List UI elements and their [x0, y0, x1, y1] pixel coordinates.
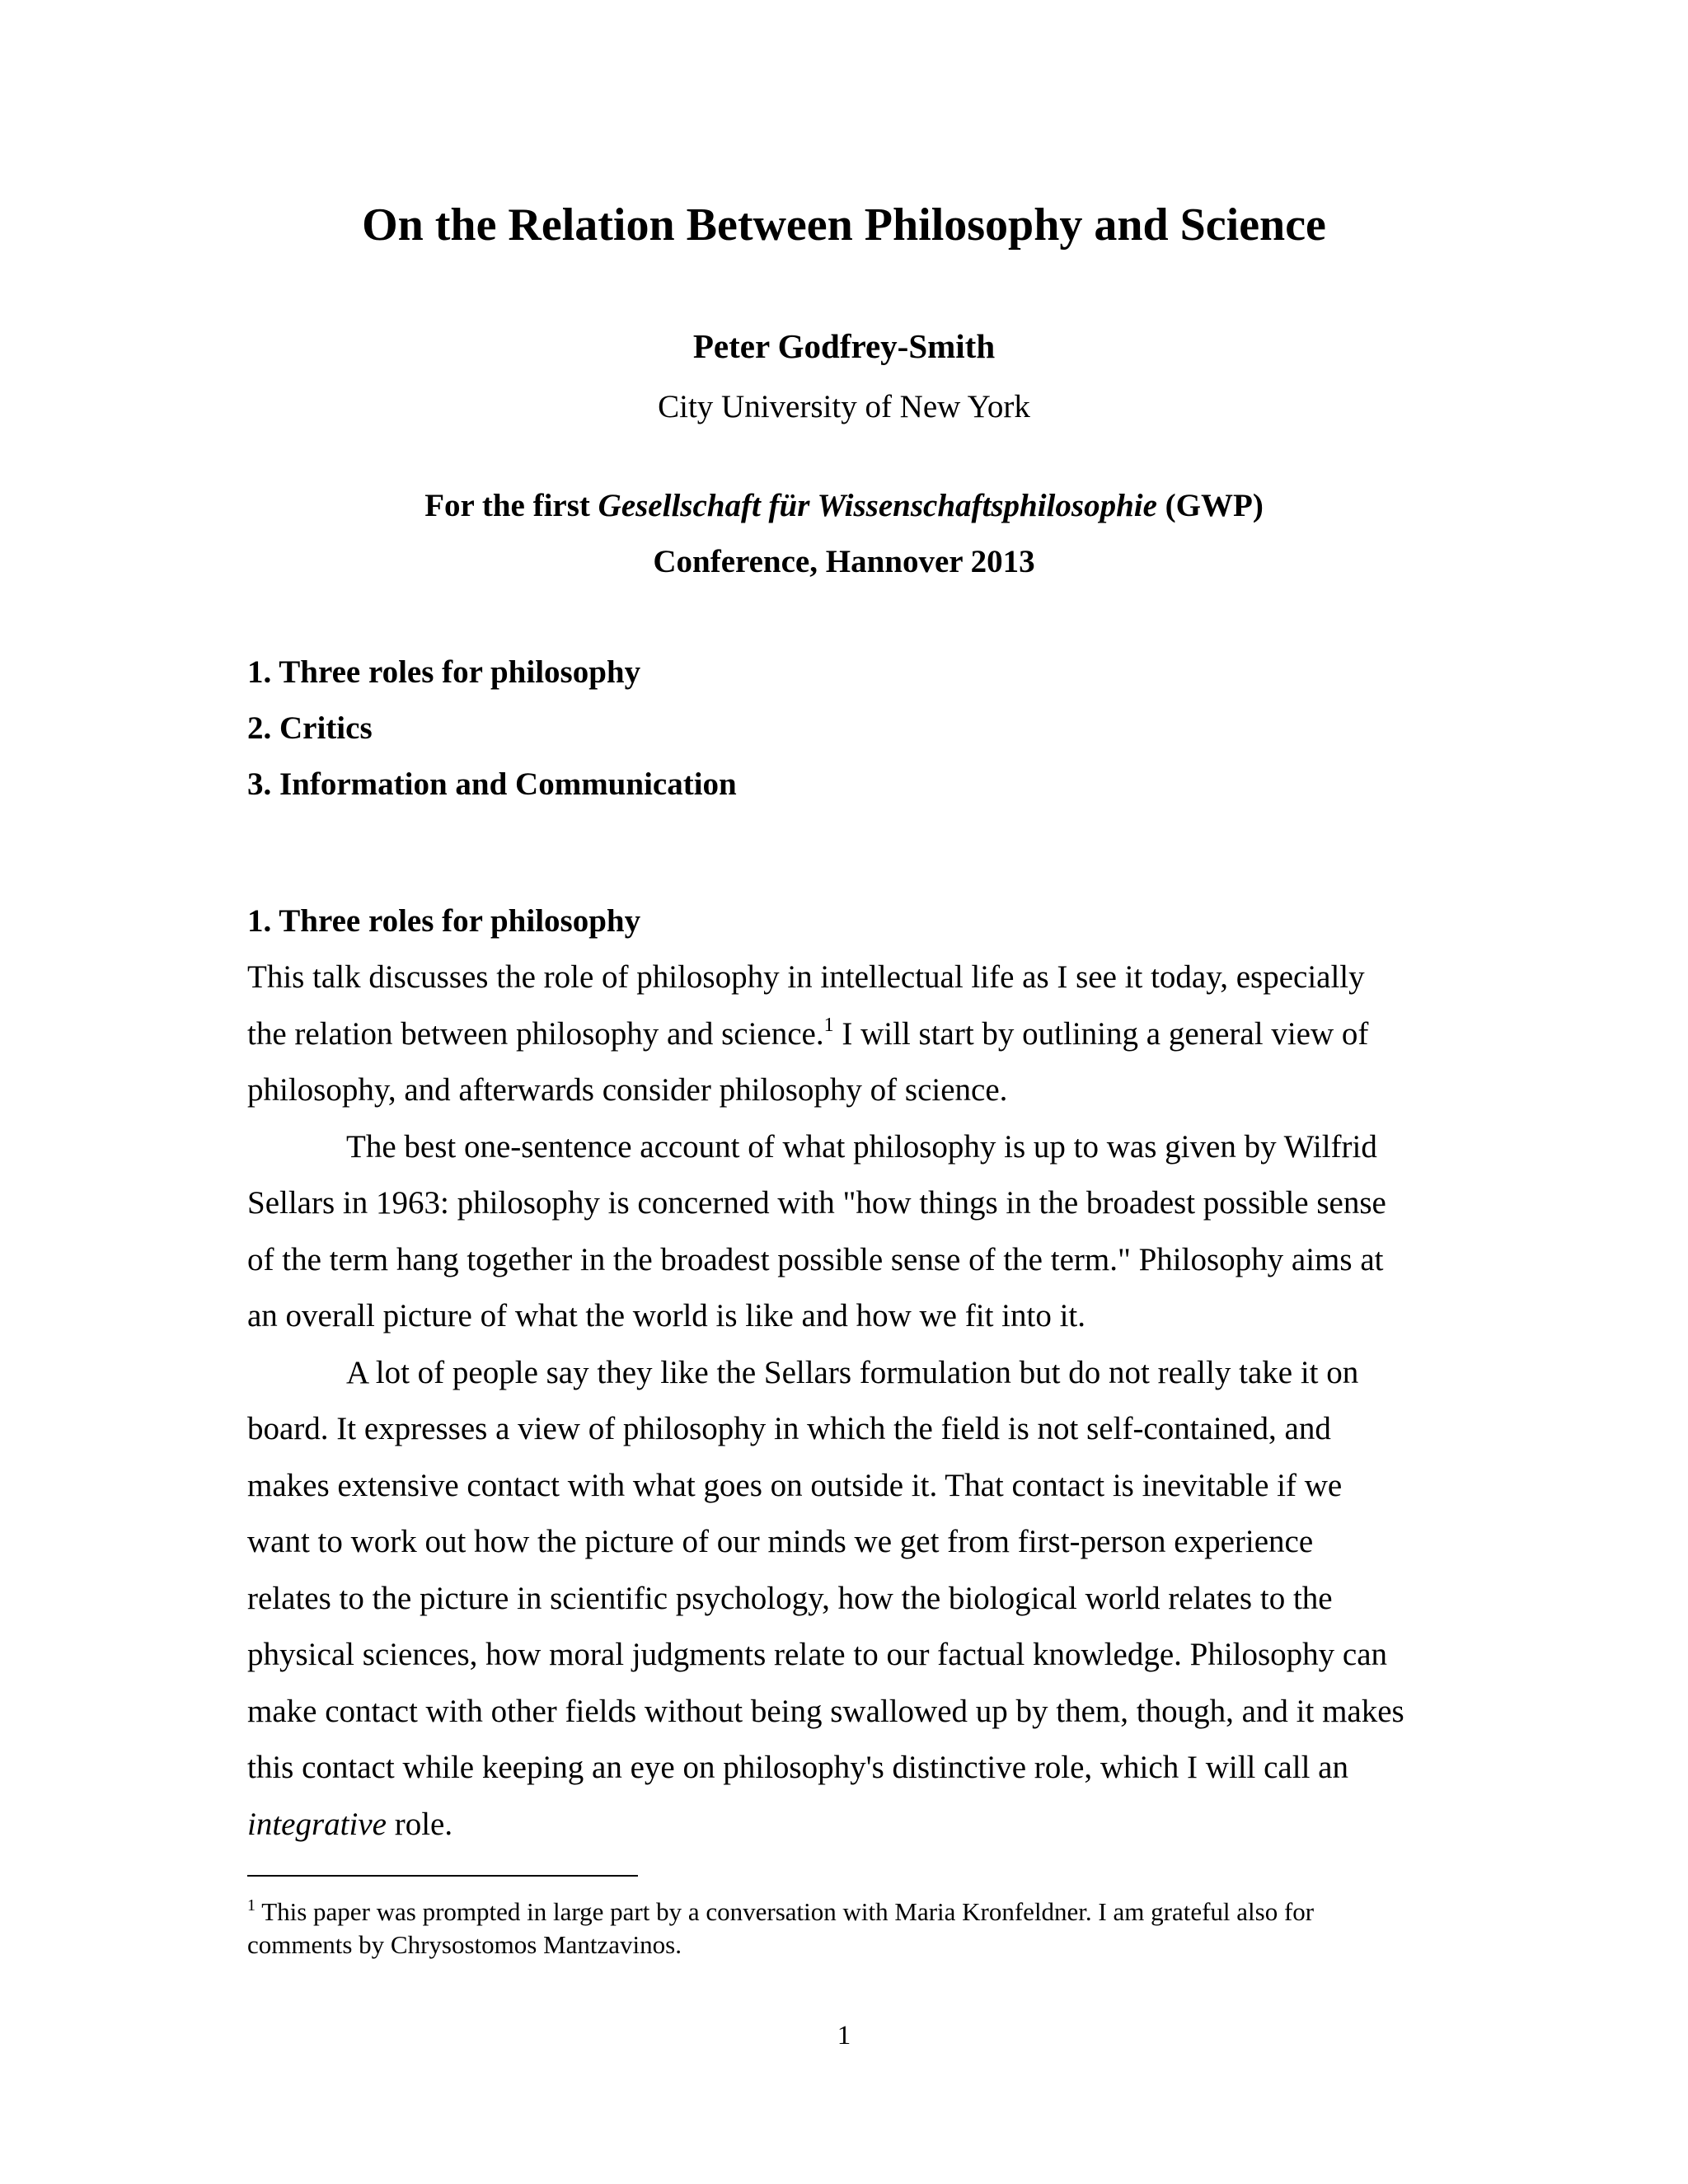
text-line: This talk discusses the role of philosophy in intellectual life as I see it today, especially: [247, 959, 1365, 995]
text-line: of the term hang together in the broadest possible sense of the term." Philosophy aims at: [247, 1241, 1384, 1277]
conference-suffix: (GWP): [1156, 488, 1264, 523]
text-line: makes extensive contact with what goes on outside it. That contact is inevitable if we: [247, 1467, 1343, 1503]
toc-item: 3. Information and Communication: [247, 766, 737, 802]
page-number: 1: [837, 2021, 851, 2050]
text-line: this contact while keeping an eye on philosophy's distinctive role, which I will call an: [247, 1750, 1348, 1785]
author-name: Peter Godfrey-Smith: [692, 327, 996, 365]
text-line: relates to the picture in scientific psychology, how the biological world relates to the: [247, 1580, 1333, 1616]
text-line: A lot of people say they like the Sellars formulation but do not really take it on: [346, 1354, 1359, 1390]
table-of-contents: [247, 644, 737, 813]
text-fragment: This paper was prompted in large part by a conversation with Maria Kronfeldner. I am grateful also for: [256, 1897, 1315, 1926]
text-line: physical sciences, how moral judgments relate to our factual knowledge. Philosophy can: [247, 1637, 1388, 1672]
footnote-line: [247, 1896, 1451, 1929]
toc-item: 2. Critics: [247, 710, 373, 746]
section-heading: 1. Three roles for philosophy: [247, 903, 641, 939]
text-line: want to work out how the picture of our minds we get from first-person experience: [247, 1524, 1314, 1559]
text-line: [247, 1006, 1442, 1063]
conference-line-2: Conference, Hannover 2013: [653, 544, 1035, 579]
footnote-marker: 1: [823, 1014, 834, 1036]
body-text: [247, 949, 1442, 1853]
text-line: an overall picture of what the world is like and how we fit into it.: [247, 1298, 1085, 1333]
text-fragment: I will start by outlining a general view of: [833, 1015, 1369, 1052]
conference-prefix: For the first: [424, 488, 598, 523]
text-line: Sellars in 1963: philosophy is concerned with "how things in the broadest possible sense: [247, 1185, 1386, 1221]
text-line: make contact with other fields without being swallowed up by them, though, and it makes: [247, 1693, 1404, 1729]
conference-line-1: [0, 478, 1688, 534]
conference-society: Gesellschaft für Wissenschaftsphilosophie: [598, 488, 1157, 523]
text-line: philosophy, and afterwards consider philosophy of science.: [247, 1072, 1008, 1108]
toc-item: 1. Three roles for philosophy: [247, 654, 641, 690]
paragraph-3: [247, 1345, 1442, 1854]
emphasized-term: integrative: [247, 1806, 387, 1842]
text-fragment: role.: [386, 1806, 453, 1842]
conference-note: [0, 478, 1688, 590]
footnote-separator: [247, 1875, 638, 1877]
author-affiliation: City University of New York: [658, 389, 1030, 424]
footnote-number: 1: [247, 1896, 256, 1915]
paper-title: On the Relation Between Philosophy and Science: [362, 199, 1326, 251]
footnote-line: comments by Chrysostomos Mantzavinos.: [247, 1930, 682, 1959]
text-line: [247, 1797, 1442, 1854]
text-line: board. It expresses a view of philosophy in which the field is not self-contained, and: [247, 1411, 1331, 1446]
paragraph-2: [247, 1119, 1442, 1345]
paragraph-1: [247, 949, 1442, 1119]
text-line: The best one-sentence account of what philosophy is up to was given by Wilfrid: [346, 1128, 1377, 1165]
text-fragment: the relation between philosophy and science.: [247, 1015, 824, 1052]
footnote: [247, 1896, 1451, 1961]
